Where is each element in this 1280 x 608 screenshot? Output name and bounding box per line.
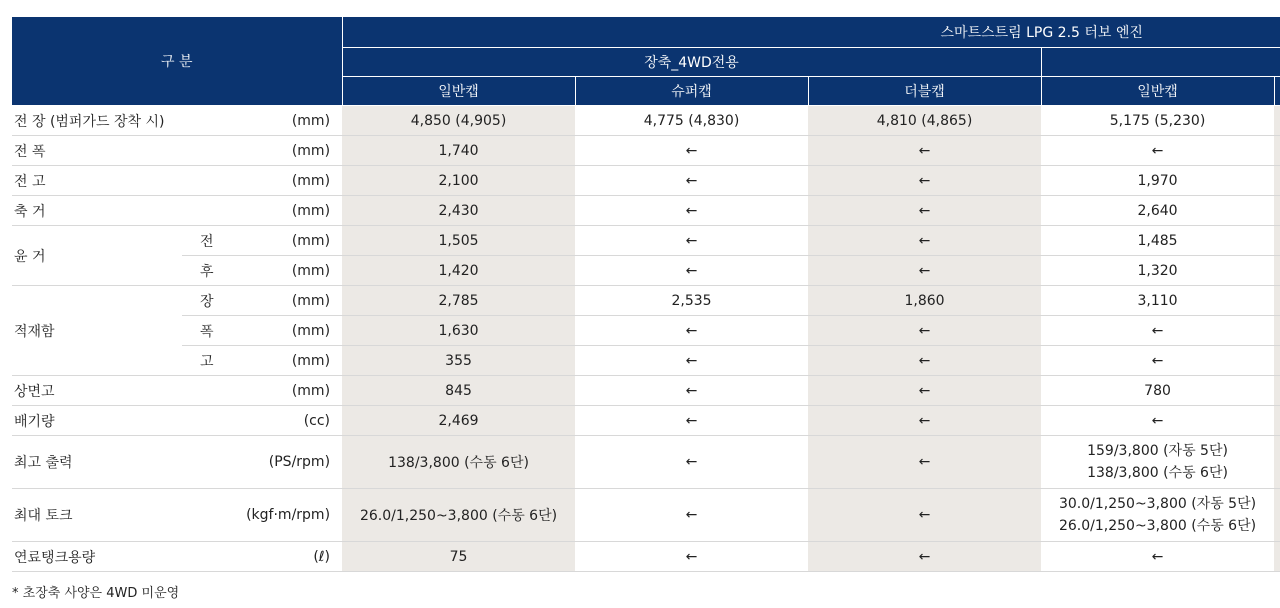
cell: 1,740	[342, 136, 575, 166]
cell	[1041, 436, 1274, 489]
cell: 1,630	[342, 316, 575, 346]
cell: ←	[808, 489, 1041, 542]
row-unit: (mm)	[242, 166, 342, 196]
table-row	[12, 166, 1280, 196]
cell: 4,810 (4,865)	[808, 106, 1041, 136]
cell	[1274, 196, 1280, 226]
table-row	[12, 436, 1280, 489]
header-cab-1: 일반캡	[342, 77, 575, 106]
cell: ←	[575, 196, 808, 226]
footnote: * 초장축 사양은 4WD 미운영	[12, 586, 180, 601]
header-cab-5	[1274, 77, 1280, 106]
row-unit: (mm)	[242, 256, 342, 286]
cell-line: 26.0/1,250~3,800 (수동 6단)	[1058, 518, 1257, 534]
cell	[1274, 316, 1280, 346]
table-row	[12, 316, 1280, 346]
table-row	[12, 136, 1280, 166]
cell	[1274, 436, 1280, 489]
cell: ←	[575, 226, 808, 256]
row-unit: (mm)	[242, 316, 342, 346]
cell-line: 159/3,800 (자동 5단)	[1087, 443, 1228, 459]
row-unit: (mm)	[242, 226, 342, 256]
cell	[1274, 106, 1280, 136]
row-label: 최대 토크	[12, 489, 242, 542]
cell: ←	[808, 376, 1041, 406]
cell	[1274, 226, 1280, 256]
table-row	[12, 376, 1280, 406]
cell: 355	[342, 346, 575, 376]
cell	[1274, 256, 1280, 286]
row-label: 연료탱크용량	[12, 542, 242, 572]
cell: 2,535	[575, 286, 808, 316]
cell: 1,860	[808, 286, 1041, 316]
row-unit: (PS/rpm)	[242, 436, 342, 489]
cell: ←	[575, 346, 808, 376]
cell: ←	[808, 166, 1041, 196]
table-row	[12, 106, 1280, 136]
cell: 1,505	[342, 226, 575, 256]
cell	[1274, 136, 1280, 166]
cell: ←	[575, 436, 808, 489]
cell: ←	[808, 136, 1041, 166]
cell: ←	[575, 256, 808, 286]
table-row	[12, 489, 1280, 542]
cell	[1274, 166, 1280, 196]
row-unit: (mm)	[242, 136, 342, 166]
cell: ←	[808, 542, 1041, 572]
cell: ←	[808, 256, 1041, 286]
cell: ←	[1041, 542, 1274, 572]
cell: 780	[1041, 376, 1274, 406]
cell: 5,175 (5,230)	[1041, 106, 1274, 136]
header-group-empty	[1041, 48, 1280, 77]
cell: 1,970	[1041, 166, 1274, 196]
row-unit: (ℓ)	[242, 542, 342, 572]
cell	[1274, 489, 1280, 542]
header-cab-3: 더블캡	[808, 77, 1041, 106]
cell	[1274, 406, 1280, 436]
row-label: 전 장 (범퍼가드 장착 시)	[12, 106, 242, 136]
cell: 1,485	[1041, 226, 1274, 256]
cell: ←	[1041, 346, 1274, 376]
cell: 138/3,800 (수동 6단)	[342, 436, 575, 489]
cell: 2,469	[342, 406, 575, 436]
cell: ←	[808, 196, 1041, 226]
cell: 2,100	[342, 166, 575, 196]
row-unit: (mm)	[242, 196, 342, 226]
row-sublabel: 폭	[182, 316, 242, 346]
row-unit: (mm)	[242, 106, 342, 136]
spec-table-container	[12, 17, 1280, 572]
cell: ←	[1041, 406, 1274, 436]
cell: ←	[808, 226, 1041, 256]
cell: ←	[808, 316, 1041, 346]
cell: ←	[1041, 316, 1274, 346]
cell: ←	[808, 436, 1041, 489]
cell	[1041, 489, 1274, 542]
table-row	[12, 196, 1280, 226]
table-row	[12, 542, 1280, 572]
header-category: 구 분	[12, 17, 342, 106]
row-label: 배기량	[12, 406, 242, 436]
row-sublabel: 전	[182, 226, 242, 256]
cell-line: 30.0/1,250~3,800 (자동 5단)	[1058, 496, 1257, 512]
cell	[1274, 376, 1280, 406]
row-label: 전 폭	[12, 136, 242, 166]
cell: 845	[342, 376, 575, 406]
row-label: 상면고	[12, 376, 242, 406]
row-sublabel: 고	[182, 346, 242, 376]
cell: 75	[342, 542, 575, 572]
header-cab-4: 일반캡	[1041, 77, 1274, 106]
row-label: 적재함	[12, 286, 182, 376]
cell: ←	[1041, 136, 1274, 166]
cell: 4,850 (4,905)	[342, 106, 575, 136]
spec-table	[12, 17, 1280, 572]
cell: 1,320	[1041, 256, 1274, 286]
cell: 3,110	[1041, 286, 1274, 316]
row-unit: (mm)	[242, 286, 342, 316]
cell	[1274, 346, 1280, 376]
table-row	[12, 286, 1280, 316]
cell	[1274, 542, 1280, 572]
row-unit: (kgf·m/rpm)	[242, 489, 342, 542]
row-unit: (mm)	[242, 346, 342, 376]
row-label: 축 거	[12, 196, 242, 226]
cell-line: 138/3,800 (수동 6단)	[1087, 465, 1228, 481]
table-row	[12, 226, 1280, 256]
cell: 2,785	[342, 286, 575, 316]
header-engine: 스마트스트림 LPG 2.5 터보 엔진	[342, 17, 1280, 48]
cell	[1274, 286, 1280, 316]
cell: ←	[575, 542, 808, 572]
cell: 2,640	[1041, 196, 1274, 226]
cell: ←	[575, 136, 808, 166]
cell: ←	[808, 406, 1041, 436]
row-unit: (cc)	[242, 406, 342, 436]
table-row	[12, 406, 1280, 436]
header-cab-2: 슈퍼캡	[575, 77, 808, 106]
row-unit: (mm)	[242, 376, 342, 406]
cell: ←	[575, 316, 808, 346]
cell: ←	[575, 376, 808, 406]
row-label: 전 고	[12, 166, 242, 196]
header-group: 장축_4WD전용	[342, 48, 1041, 77]
row-label: 윤 거	[12, 226, 182, 286]
cell: 1,420	[342, 256, 575, 286]
table-row	[12, 256, 1280, 286]
row-label: 최고 출력	[12, 436, 242, 489]
cell: 26.0/1,250~3,800 (수동 6단)	[342, 489, 575, 542]
cell: 2,430	[342, 196, 575, 226]
cell: ←	[575, 166, 808, 196]
row-sublabel: 후	[182, 256, 242, 286]
row-sublabel: 장	[182, 286, 242, 316]
cell: ←	[808, 346, 1041, 376]
table-row	[12, 346, 1280, 376]
cell: ←	[575, 489, 808, 542]
cell: 4,775 (4,830)	[575, 106, 808, 136]
cell: ←	[575, 406, 808, 436]
